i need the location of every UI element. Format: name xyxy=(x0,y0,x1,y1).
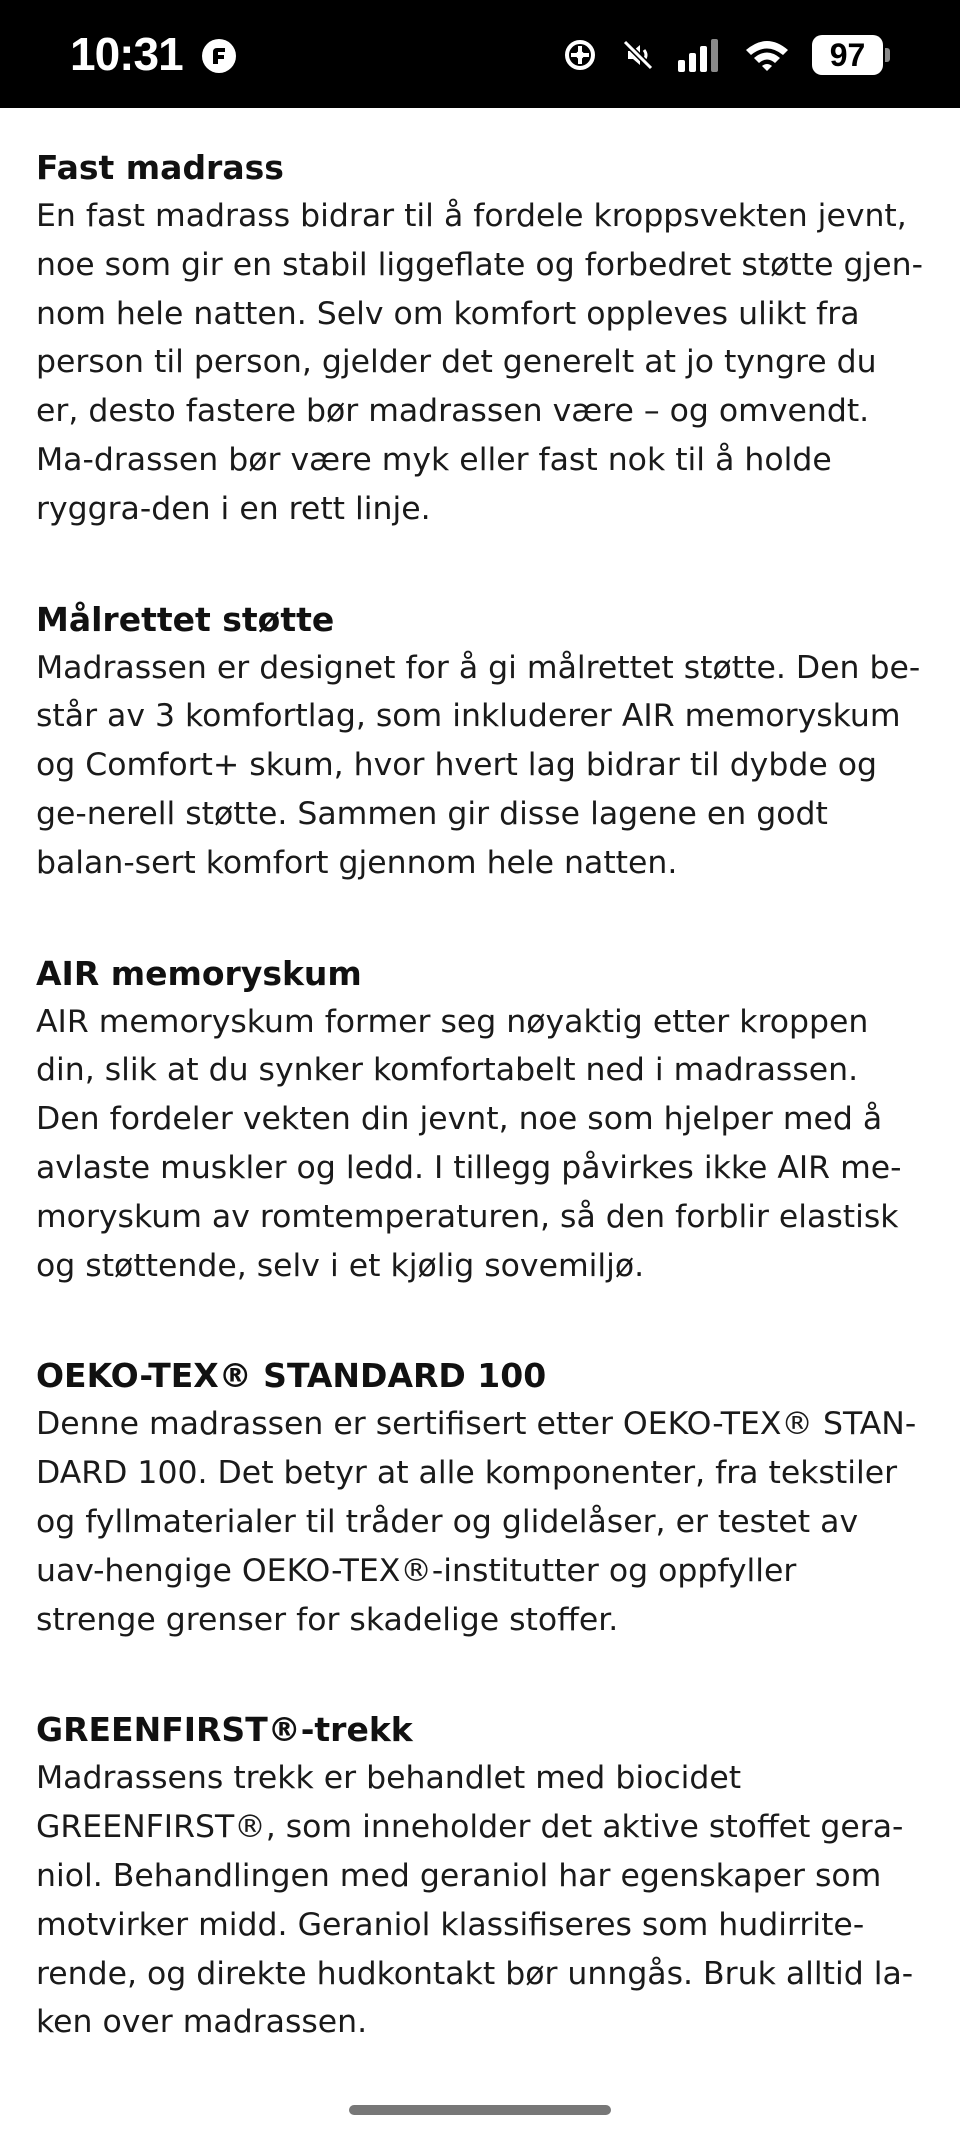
mute-icon xyxy=(620,37,656,73)
section-body: En fast madrass bidrar til å fordele kroppsvekten jevnt, noe som gir en stabil liggeflate og forbedret støtte gjen-nom hele natten. Selv om komfort oppleves ulikt fra person til person, gjelder det generelt at jo tyngre du er, desto fastere bør madrassen være – og omvendt. Ma-drassen bør være myk eller fast nok til å holde ryggra-den i en rett linje. xyxy=(36,198,923,527)
home-indicator[interactable] xyxy=(349,2105,611,2115)
section-heading: Fast madrass xyxy=(36,148,284,187)
section-greenfirst xyxy=(36,1706,926,2047)
section-heading: Målrettet støtte xyxy=(36,599,335,639)
battery-cap xyxy=(885,48,890,62)
wifi-icon xyxy=(744,38,790,72)
battery-level: 97 xyxy=(812,35,883,75)
location-icon xyxy=(562,37,598,73)
section-oeko-tex xyxy=(36,1352,926,1644)
status-time: 10:31 xyxy=(70,28,183,80)
section-heading: AIR memoryskum xyxy=(36,953,362,993)
section-air-memoryskum xyxy=(36,950,926,1291)
section-heading: OEKO-TEX® STANDARD 100 xyxy=(36,1356,547,1396)
section-fast-madrass xyxy=(36,144,926,534)
status-bar xyxy=(0,0,960,108)
battery-icon xyxy=(812,35,890,75)
section-body: Denne madrassen er sertifisert etter OEKO-TEX® STAN-DARD 100. Det betyr at alle komponenter, fra tekstiler og fyllmaterialer til tråder og glidelåser, er testet av uav-hengige OEKO-TEX®-institutter og oppfyller strenge grenser for skadelige stoffer. xyxy=(36,1406,917,1638)
product-description xyxy=(36,144,926,2047)
cellular-signal-icon xyxy=(678,38,722,72)
section-body: Madrassens trekk er behandlet med biocidet GREENFIRST®, som inneholder det aktive stoffet gera-niol. Behandlingen med geraniol har egenskaper som motvirker midd. Geraniol klassifiseres som hudirrite-rende, og direkte hudkontakt bør unngås. Bruk alltid la-ken over madrassen. xyxy=(36,1760,914,2041)
section-body: AIR memoryskum former seg nøyaktig etter kroppen din, slik at du synker komfortabelt ned i madrassen. Den fordeler vekten din jevnt, noe som hjelper med å avlaste muskler og ledd. I tillegg påvirkes ikke AIR me-moryskum av romtemperaturen, så den forblir elastisk og støttende, selv i et kjølig sovemiljø. xyxy=(36,1003,902,1284)
app-notification-icon xyxy=(200,37,238,75)
section-heading: GREENFIRST®-trekk xyxy=(36,1710,413,1750)
section-malrettet-stotte xyxy=(36,596,926,888)
section-body: Madrassen er designet for å gi målrettet støtte. Den be-står av 3 komfortlag, som inkluderer AIR memoryskum og Comfort+ skum, hvor hvert lag bidrar til dybde og ge-nerell støtte. Sammen gir disse lagene en godt balan-sert komfort gjennom hele natten. xyxy=(36,649,921,881)
status-icons xyxy=(562,30,890,80)
